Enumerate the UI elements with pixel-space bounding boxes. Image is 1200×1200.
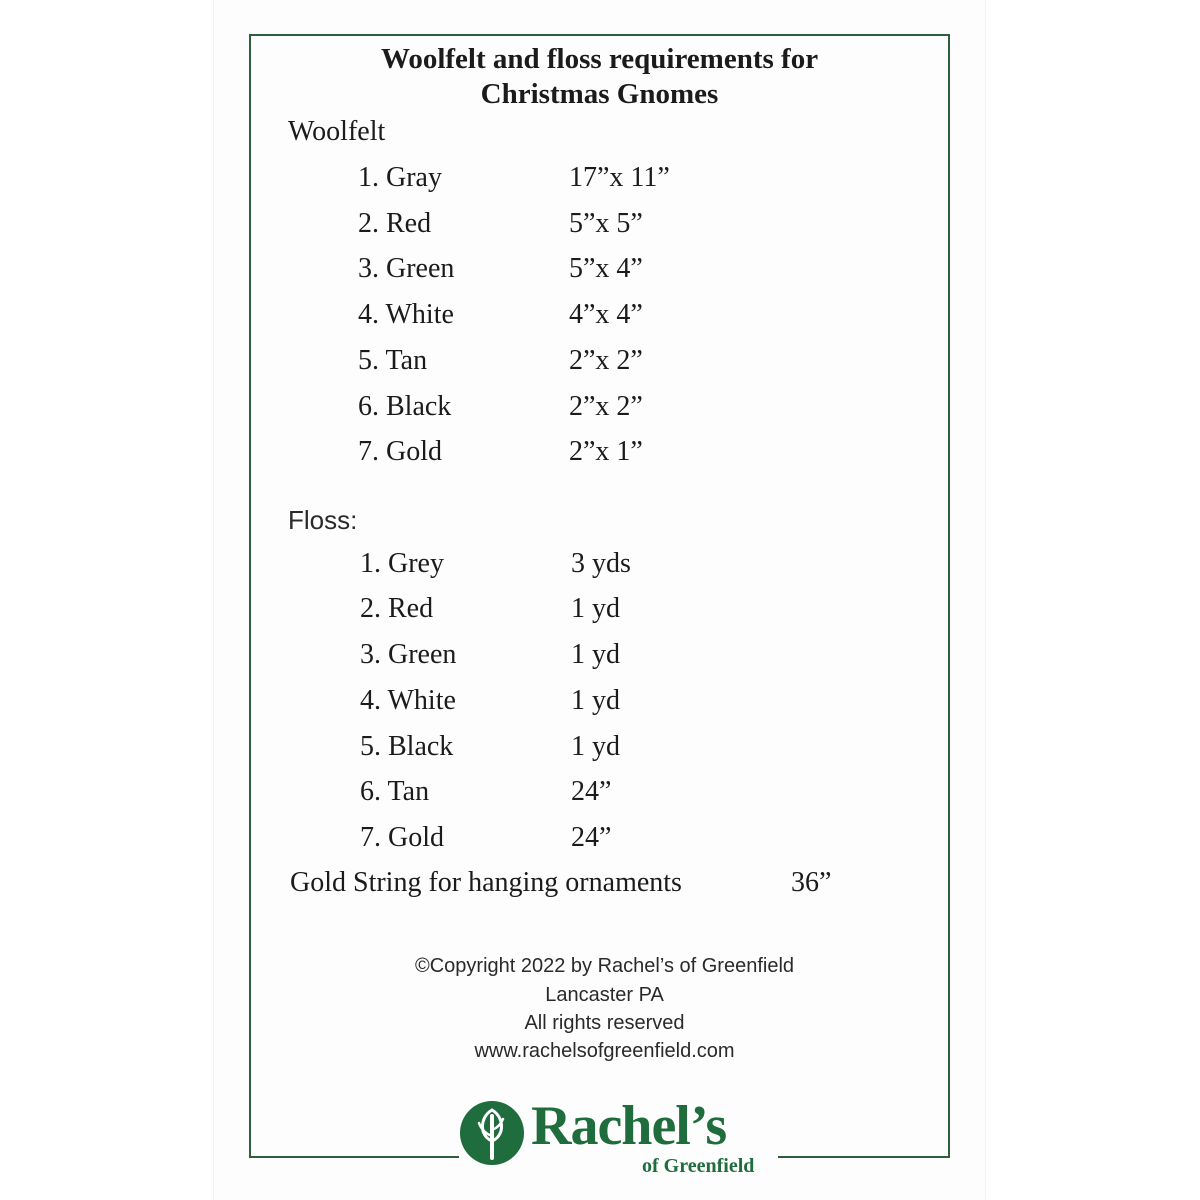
brand-logo-subtitle: of Greenfield xyxy=(642,1155,755,1177)
floss-item-name: 5. Black xyxy=(360,731,454,762)
floss-item-name: 1. Grey xyxy=(360,548,444,579)
woolfelt-item-size: 2”x 2” xyxy=(569,345,643,376)
woolfelt-item-size: 17”x 11” xyxy=(569,162,670,193)
frame-border-bottom-left xyxy=(249,1156,459,1158)
woolfelt-item-size: 2”x 2” xyxy=(569,391,643,422)
woolfelt-item-size: 5”x 4” xyxy=(569,253,643,284)
floss-item-length: 24” xyxy=(571,776,612,807)
copyright-line: ©Copyright 2022 by Rachel’s of Greenfield xyxy=(414,955,795,977)
floss-item-name: 6. Tan xyxy=(360,776,430,807)
location-line: Lancaster PA xyxy=(545,984,664,1006)
rights-line: All rights reserved xyxy=(524,1012,685,1034)
floss-item-length: 1 yd xyxy=(571,685,620,716)
woolfelt-item-size: 5”x 5” xyxy=(569,208,643,239)
frame-border-bottom-right xyxy=(778,1156,950,1158)
woolfelt-item-name: 2. Red xyxy=(358,208,432,239)
woolfelt-item-size: 4”x 4” xyxy=(569,299,643,330)
tree-circle-logo-icon xyxy=(459,1100,525,1166)
woolfelt-heading: Woolfelt xyxy=(288,116,386,147)
brand-logo-text: Rachel’s xyxy=(531,1095,727,1157)
woolfelt-item-name: 3. Green xyxy=(358,253,455,284)
woolfelt-item-name: 4. White xyxy=(358,299,454,330)
page-title-line-1: Woolfelt and floss requirements for xyxy=(380,43,819,75)
woolfelt-item-size: 2”x 1” xyxy=(569,436,643,467)
frame-border-top xyxy=(249,34,950,36)
gold-string-label: Gold String for hanging ornaments xyxy=(290,867,682,898)
woolfelt-item-name: 6. Black xyxy=(358,391,452,422)
website-link[interactable]: www.rachelsofgreenfield.com xyxy=(474,1040,735,1062)
page-title-line-2: Christmas Gnomes xyxy=(480,78,719,110)
gold-string-length: 36” xyxy=(791,867,832,898)
floss-heading: Floss: xyxy=(288,505,358,535)
floss-item-length: 3 yds xyxy=(571,548,631,579)
floss-item-length: 1 yd xyxy=(571,593,620,624)
woolfelt-item-name: 1. Gray xyxy=(358,162,442,193)
floss-item-length: 1 yd xyxy=(571,731,620,762)
woolfelt-item-name: 5. Tan xyxy=(358,345,428,376)
woolfelt-item-name: 7. Gold xyxy=(358,436,442,467)
floss-item-length: 24” xyxy=(571,822,612,853)
floss-item-name: 2. Red xyxy=(360,593,434,624)
floss-item-name: 3. Green xyxy=(360,639,457,670)
floss-item-name: 4. White xyxy=(360,685,456,716)
floss-item-length: 1 yd xyxy=(571,639,620,670)
floss-item-name: 7. Gold xyxy=(360,822,444,853)
